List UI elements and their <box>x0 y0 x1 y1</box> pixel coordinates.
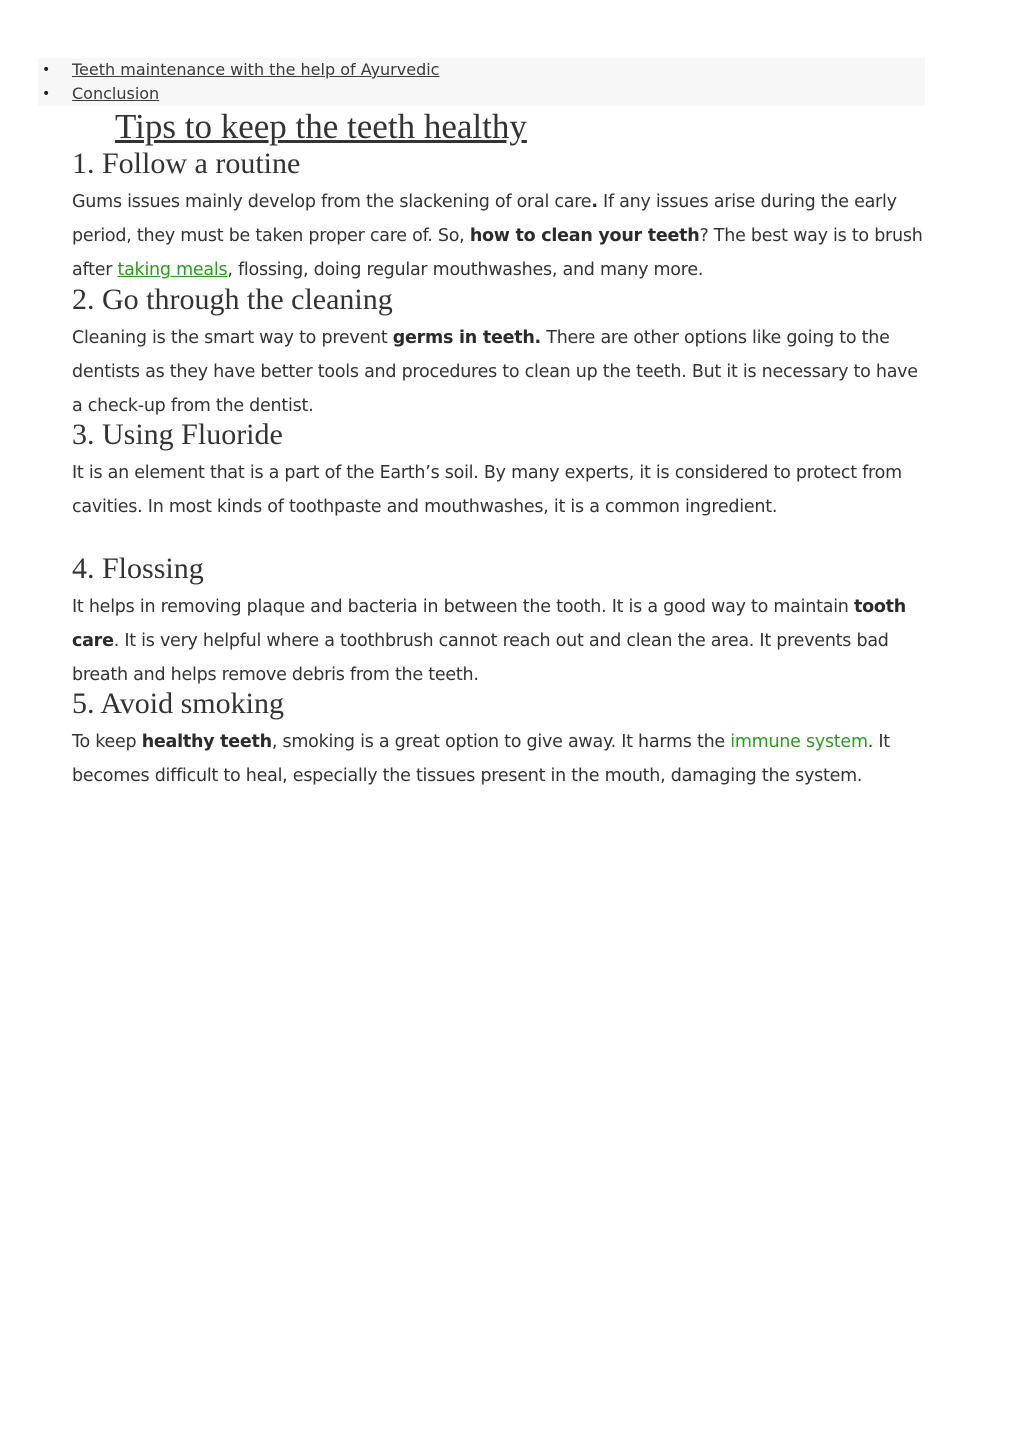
toc-link-ayurvedic[interactable]: Teeth maintenance with the help of Ayurvedic <box>72 60 440 79</box>
bold-text: tooth care <box>72 597 906 651</box>
text-run: . It is very helpful where a toothbrush cannot reach out and clean the area. It prevents bad breath and helps remove debris from the teeth. <box>72 631 889 685</box>
table-of-contents <box>38 58 925 106</box>
text-run: , smoking is a great option to give away. It harms the <box>271 732 731 752</box>
section-text-routine <box>72 185 932 287</box>
taking-meals-link[interactable]: taking meals <box>117 260 228 280</box>
text-run: Gums issues mainly develop from the slackening of oral care <box>72 192 592 212</box>
bold-text: germs in teeth. <box>392 328 541 348</box>
section-text-cleaning <box>72 321 932 423</box>
bold-text: how to clean your teeth <box>469 226 700 246</box>
page-title: Tips to keep the teeth healthy <box>115 107 527 146</box>
text-run: To keep <box>72 732 142 752</box>
section-heading-fluoride: 3. Using Fluoride <box>72 418 283 451</box>
text-run: Cleaning is the smart way to prevent <box>72 328 393 348</box>
bold-text: healthy teeth <box>141 732 272 752</box>
section-heading-flossing: 4. Flossing <box>72 552 204 585</box>
text-run: There are other options like going to the dentists as they have better tools and procedures to clean up the teeth. But it is necessary to have a check-up from the dentist. <box>72 328 918 416</box>
bold-text: . <box>591 192 598 212</box>
text-run: ? The best way is to brush after <box>72 226 923 280</box>
section-heading-routine: 1. Follow a routine <box>72 147 301 180</box>
text-run: If any issues arise during the early period, they must be taken proper care of. So, <box>72 192 897 246</box>
text-run: , flossing, doing regular mouthwashes, and many more. <box>227 260 704 280</box>
toc-item <box>38 82 925 106</box>
bullet-icon: • <box>42 62 51 78</box>
section-text-smoking <box>72 725 932 793</box>
section-heading-cleaning: 2. Go through the cleaning <box>72 283 393 316</box>
text-run: It helps in removing plaque and bacteria in between the tooth. It is a good way to maintain <box>72 597 854 617</box>
section-text-flossing <box>72 590 932 692</box>
immune-system-text: immune system <box>730 732 868 752</box>
toc-link-conclusion[interactable]: Conclusion <box>72 84 160 103</box>
section-heading-smoking: 5. Avoid smoking <box>72 687 284 720</box>
bullet-icon: • <box>42 86 51 102</box>
text-run: . It becomes difficult to heal, especially the tissues present in the mouth, damaging the system. <box>72 732 890 786</box>
section-text-fluoride: It is an element that is a part of the Earth’s soil. By many experts, it is considered to protect from cavities. In most kinds of toothpaste and mouthwashes, it is a common ingredient. <box>72 463 902 517</box>
toc-item <box>38 58 925 82</box>
